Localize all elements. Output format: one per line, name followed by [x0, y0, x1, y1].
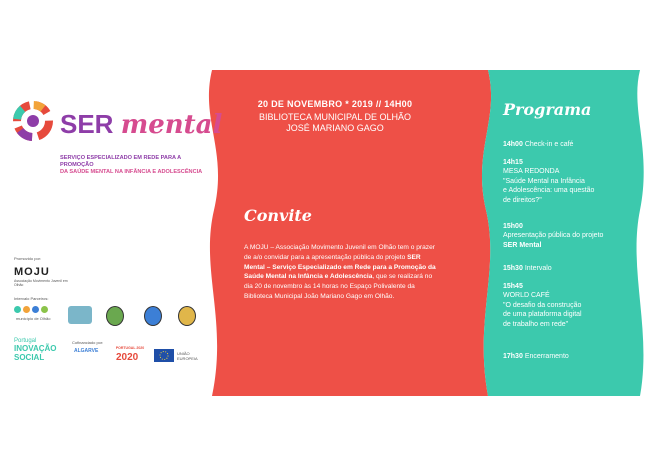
- event-date: 20 DE NOVEMBRO * 2019 // 14H00: [257, 99, 413, 109]
- portugal2020-label: PORTUGAL 2020: [115, 346, 145, 350]
- program-time: 17h30: [503, 353, 523, 360]
- municipio-logo-icon: [14, 306, 48, 313]
- program-time: 15h30: [503, 265, 523, 272]
- ue-label: UNIÃO EUROPEIA: [177, 351, 198, 361]
- eu-flag-icon: [154, 349, 174, 362]
- program-time: 15h00: [503, 223, 523, 230]
- logo-subtitle: [60, 155, 210, 176]
- program-item: [503, 222, 643, 250]
- program-line: de uma plataforma digital: [503, 311, 582, 319]
- logo-subtitle-line1: SERVIÇO ESPECIALIZADO EM REDE PARA A PROMOÇÃO: [60, 155, 182, 168]
- ser-mental-logo-icon: [12, 100, 54, 142]
- invite-text: [244, 243, 439, 302]
- municipio-label: município de Olhão: [16, 316, 51, 321]
- program-line: de direitos?": [503, 196, 542, 204]
- year-2020-icon: 2020: [116, 352, 139, 363]
- portugal-label: Portugal: [14, 338, 37, 344]
- logo-title: [60, 110, 222, 139]
- program-line: Apresentação pública do projeto: [503, 232, 604, 240]
- moju-logo: MOJU: [14, 266, 50, 278]
- invite-p2: , que se realizará no dia 20 de novembro às 14 horas no Espaço Polivalente da Biblioteca Municipal João Mariano Gago em Olhão.: [244, 273, 433, 300]
- programa-title: Programa: [503, 100, 592, 119]
- program-text: Check-in e café: [524, 141, 574, 148]
- algarve-logo: ALGARVE: [74, 348, 99, 354]
- crest-icon: [106, 306, 124, 326]
- parceiros-label: Intervalo Parceiros:: [14, 296, 49, 301]
- crest-icon: [178, 306, 196, 326]
- logo-mental: mental: [120, 110, 223, 140]
- program-item: [503, 352, 643, 361]
- program-bold: SER Mental: [503, 241, 542, 249]
- cofinanciado-label: Cofinanciado por:: [72, 340, 104, 345]
- program-text: Intervalo: [524, 265, 552, 272]
- inovacao-label: INOVAÇÃO: [14, 344, 57, 353]
- program-line: e Adolescência: uma questão: [503, 187, 595, 195]
- event-place-line1: BIBLIOTECA MUNICIPAL DE OLHÃO: [258, 112, 412, 122]
- program-line: "Saúde Mental na Infância: [503, 177, 585, 185]
- portugal2020-logo: [112, 346, 148, 350]
- event-place: [230, 112, 440, 134]
- program-item: [503, 158, 643, 205]
- invite-bold: SER Mental – Serviço Especializado em Rede para a Promoção da Saúde Mental na Infância e Adolescência: [244, 253, 436, 281]
- program-item: [503, 282, 643, 329]
- program-item: [503, 140, 643, 149]
- logo-subtitle-line2: DA SAÚDE MENTAL NA INFÂNCIA E ADOLESCÊNCIA: [60, 169, 203, 175]
- event-place-line2: JOSÉ MARIANO GAGO: [286, 123, 384, 133]
- program-item: [503, 264, 643, 273]
- convite-title: Convite: [244, 206, 312, 225]
- moju-subtitle: Associação Movimento Juvenil em Olhão: [14, 279, 68, 287]
- program-time: 15h45: [503, 283, 523, 290]
- program-line: MESA REDONDA: [503, 168, 560, 176]
- logo-ser: SER: [60, 109, 114, 139]
- program-time: 14h00: [503, 141, 523, 148]
- program-line: "O desafio da construção: [503, 301, 582, 309]
- promovido-label: Promovido por:: [14, 256, 42, 261]
- program-text: Encerramento: [524, 353, 569, 360]
- program-time: 14h15: [503, 159, 523, 166]
- program-line: WORLD CAFÉ: [503, 292, 550, 300]
- partner-logo-icon: [68, 306, 92, 324]
- crest-icon: [144, 306, 162, 326]
- program-line: de trabalho em rede": [503, 320, 569, 328]
- social-label: SOCIAL: [14, 353, 45, 362]
- invite-p1: A MOJU – Associação Movimento Juvenil em Olhão tem o prazer de a/o convidar para a apresentação pública do projeto: [244, 244, 435, 261]
